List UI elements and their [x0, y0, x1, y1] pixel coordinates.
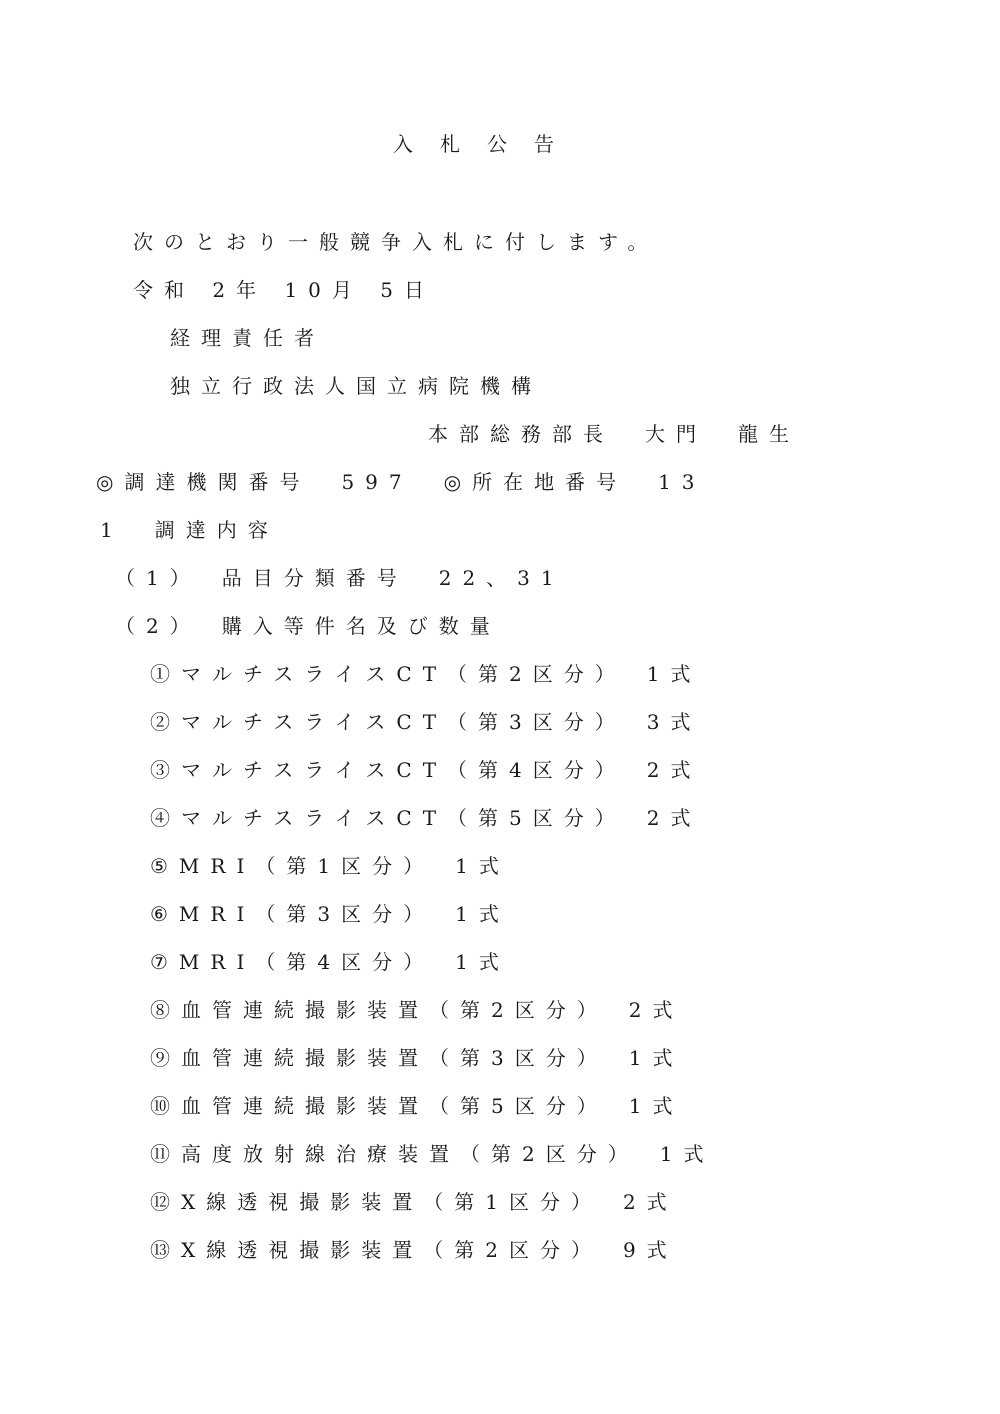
item-line: ⑨血管連続撮影装置（第3区分） 1式 — [150, 1046, 684, 1070]
item-line: ④マルチスライスCT（第5区分） 2式 — [150, 806, 702, 830]
item-line: ⑬X線透視撮影装置（第2区分） 9式 — [150, 1238, 678, 1262]
item-line: ⑪高度放射線治療装置（第2区分） 1式 — [150, 1142, 715, 1166]
notice-date: 令和 2年 10月 5日 — [133, 278, 435, 302]
item-line: ⑩血管連続撮影装置（第5区分） 1式 — [150, 1094, 684, 1118]
organization-name: 独立行政法人国立病院機構 — [170, 374, 542, 398]
item-line: ⑦MRI（第4区分） 1式 — [150, 950, 510, 974]
item-line: ⑧血管連続撮影装置（第2区分） 2式 — [150, 998, 684, 1022]
procurement-ids: ◎調達機関番号 597 ◎所在地番号 13 — [96, 470, 706, 494]
item-line: ③マルチスライスCT（第4区分） 2式 — [150, 758, 702, 782]
notice-title: 入札公告 — [393, 132, 581, 156]
items-heading: （2） 購入等件名及び数量 — [115, 614, 501, 638]
official-role: 経理責任者 — [170, 326, 325, 350]
item-line: ⑥MRI（第3区分） 1式 — [150, 902, 510, 926]
classification-number: （1） 品目分類番号 22、31 — [115, 566, 565, 590]
item-line: ①マルチスライスCT（第2区分） 1式 — [150, 662, 702, 686]
item-line: ②マルチスライスCT（第3区分） 3式 — [150, 710, 702, 734]
signer-name: 本部総務部長 大門 龍生 — [428, 422, 800, 446]
item-line: ⑫X線透視撮影装置（第1区分） 2式 — [150, 1190, 678, 1214]
section-heading: 1 調達内容 — [100, 518, 279, 542]
intro-text: 次のとおり一般競争入札に付します。 — [133, 230, 659, 254]
item-line: ⑤MRI（第1区分） 1式 — [150, 854, 510, 878]
